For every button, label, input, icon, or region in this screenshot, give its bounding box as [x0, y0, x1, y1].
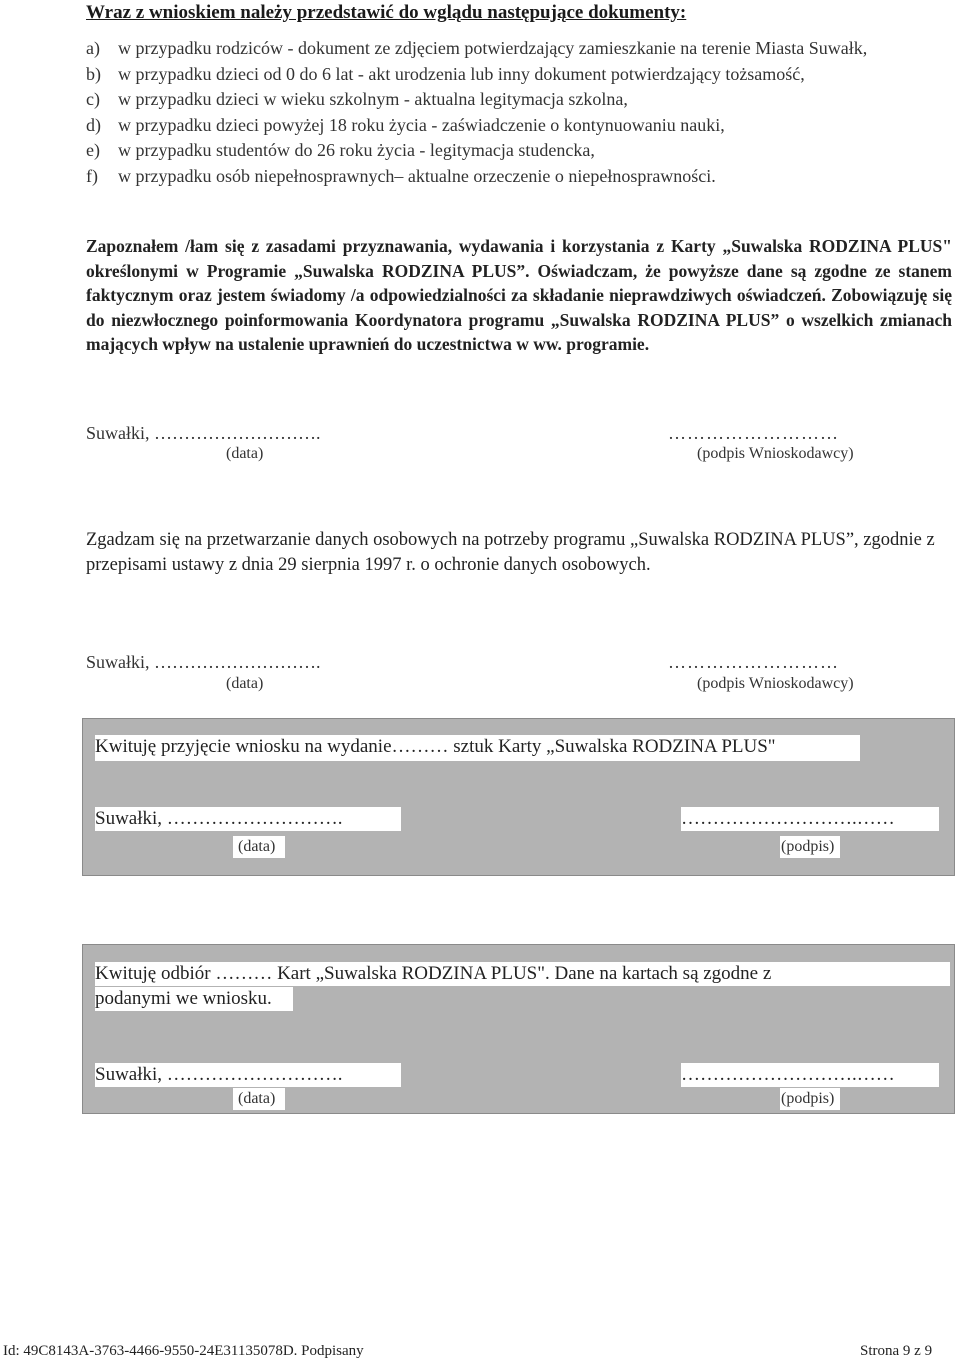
list-marker: c)	[86, 89, 100, 109]
issue-receipt-sign-line: ……………………….……	[681, 808, 895, 829]
pickup-receipt-sign-line: ……………………….……	[681, 1064, 895, 1085]
pickup-receipt-date-caption: (data)	[238, 1090, 276, 1107]
list-marker: a)	[86, 38, 100, 58]
signature2-date-caption: (data)	[226, 675, 264, 692]
issue-receipt-text: Kwituję przyjęcie wniosku na wydanie……… sztuk Karty „Suwalska RODZINA PLUS"	[95, 736, 776, 757]
pickup-receipt-sign-caption: (podpis)	[781, 1090, 835, 1107]
list-item-text: w przypadku dzieci od 0 do 6 lat - akt urodzenia lub inny dokument potwierdzający tożsamość,	[118, 63, 805, 84]
signature2-sign-caption: (podpis Wnioskodawcy)	[697, 675, 854, 692]
page-number-footer: Strona 9 z 9	[860, 1343, 933, 1359]
pickup-receipt-box	[82, 944, 955, 1114]
list-marker: d)	[86, 114, 101, 135]
list-item	[86, 62, 954, 88]
list-item-text: w przypadku osób niepełnosprawnych– aktualne orzeczenie o niepełnosprawności.	[118, 165, 716, 186]
documents-list	[86, 36, 954, 189]
documents-heading: Wraz z wnioskiem należy przedstawić do wglądu następujące dokumenty:	[86, 2, 687, 23]
issue-receipt-date-caption: (data)	[238, 838, 276, 855]
list-marker: e)	[86, 140, 100, 160]
issue-receipt-box	[82, 718, 955, 876]
signature1-place-date: Suwałki, ……………………….	[86, 423, 321, 443]
document-id-footer: Id: 49C8143A-3763-4466-9550-24E31135078D. Podpisany	[3, 1343, 364, 1359]
list-item-text: w przypadku studentów do 26 roku życia - legitymacja studencka,	[118, 140, 595, 160]
list-item-text: w przypadku dzieci powyżej 18 roku życia - zaświadczenie o kontynuowaniu nauki,	[118, 114, 725, 135]
list-item-text: w przypadku rodziców - dokument ze zdjęciem potwierdzający zamieszkanie na terenie Miasta Suwałk,	[118, 38, 868, 58]
pickup-receipt-text-line1: Kwituję odbiór ……… Kart „Suwalska RODZINA PLUS". Dane na kartach są zgodne z	[95, 963, 772, 984]
issue-receipt-sign-caption: (podpis)	[781, 838, 835, 855]
signature1-date-caption: (data)	[226, 445, 264, 462]
list-marker: f)	[86, 165, 98, 186]
pickup-receipt-text-line2: podanymi we wniosku.	[95, 988, 272, 1009]
declaration-paragraph: Zapoznałem /łam się z zasadami przyznawania, wydawania i korzystania z Karty „Suwalska RODZINA PLUS" określonymi w Programie „Suwalska RODZINA PLUS”. Oświadczam, że powyższe dane są zgodne ze stanem faktycznym oraz jestem świadomy /a odpowiedzialności za składanie nieprawdziwych oświadczeń. Zobowiązuję się do niezwłocznego poinformowania Koordynatora programu „Suwalska RODZINA PLUS” o wszelkich zmianach mających wpływ na ustalenie uprawnień do uczestnictwa w ww. programie.	[86, 236, 952, 354]
list-item-text: w przypadku dzieci w wieku szkolnym - aktualna legitymacja szkolna,	[118, 89, 628, 109]
issue-receipt-place-date: Suwałki, ……………………….	[95, 808, 343, 829]
consent-paragraph: Zgadzam się na przetwarzanie danych osobowych na potrzeby programu „Suwalska RODZINA PLUS”, zgodnie z przepisami ustawy z dnia 29 sierpnia 1997 r. o ochronie danych osobowych.	[86, 530, 935, 575]
list-item	[86, 36, 954, 62]
list-item	[86, 113, 954, 139]
list-item	[86, 138, 954, 164]
signature2-place-date: Suwałki, ……………………….	[86, 652, 321, 672]
signature1-sign-caption: (podpis Wnioskodawcy)	[697, 445, 854, 462]
signature1-sign-line: ………………………	[668, 423, 839, 443]
list-item	[86, 87, 954, 113]
pickup-receipt-place-date: Suwałki, ……………………….	[95, 1064, 343, 1085]
list-item	[86, 164, 954, 190]
signature2-sign-line: ………………………	[668, 652, 839, 672]
list-marker: b)	[86, 63, 101, 84]
